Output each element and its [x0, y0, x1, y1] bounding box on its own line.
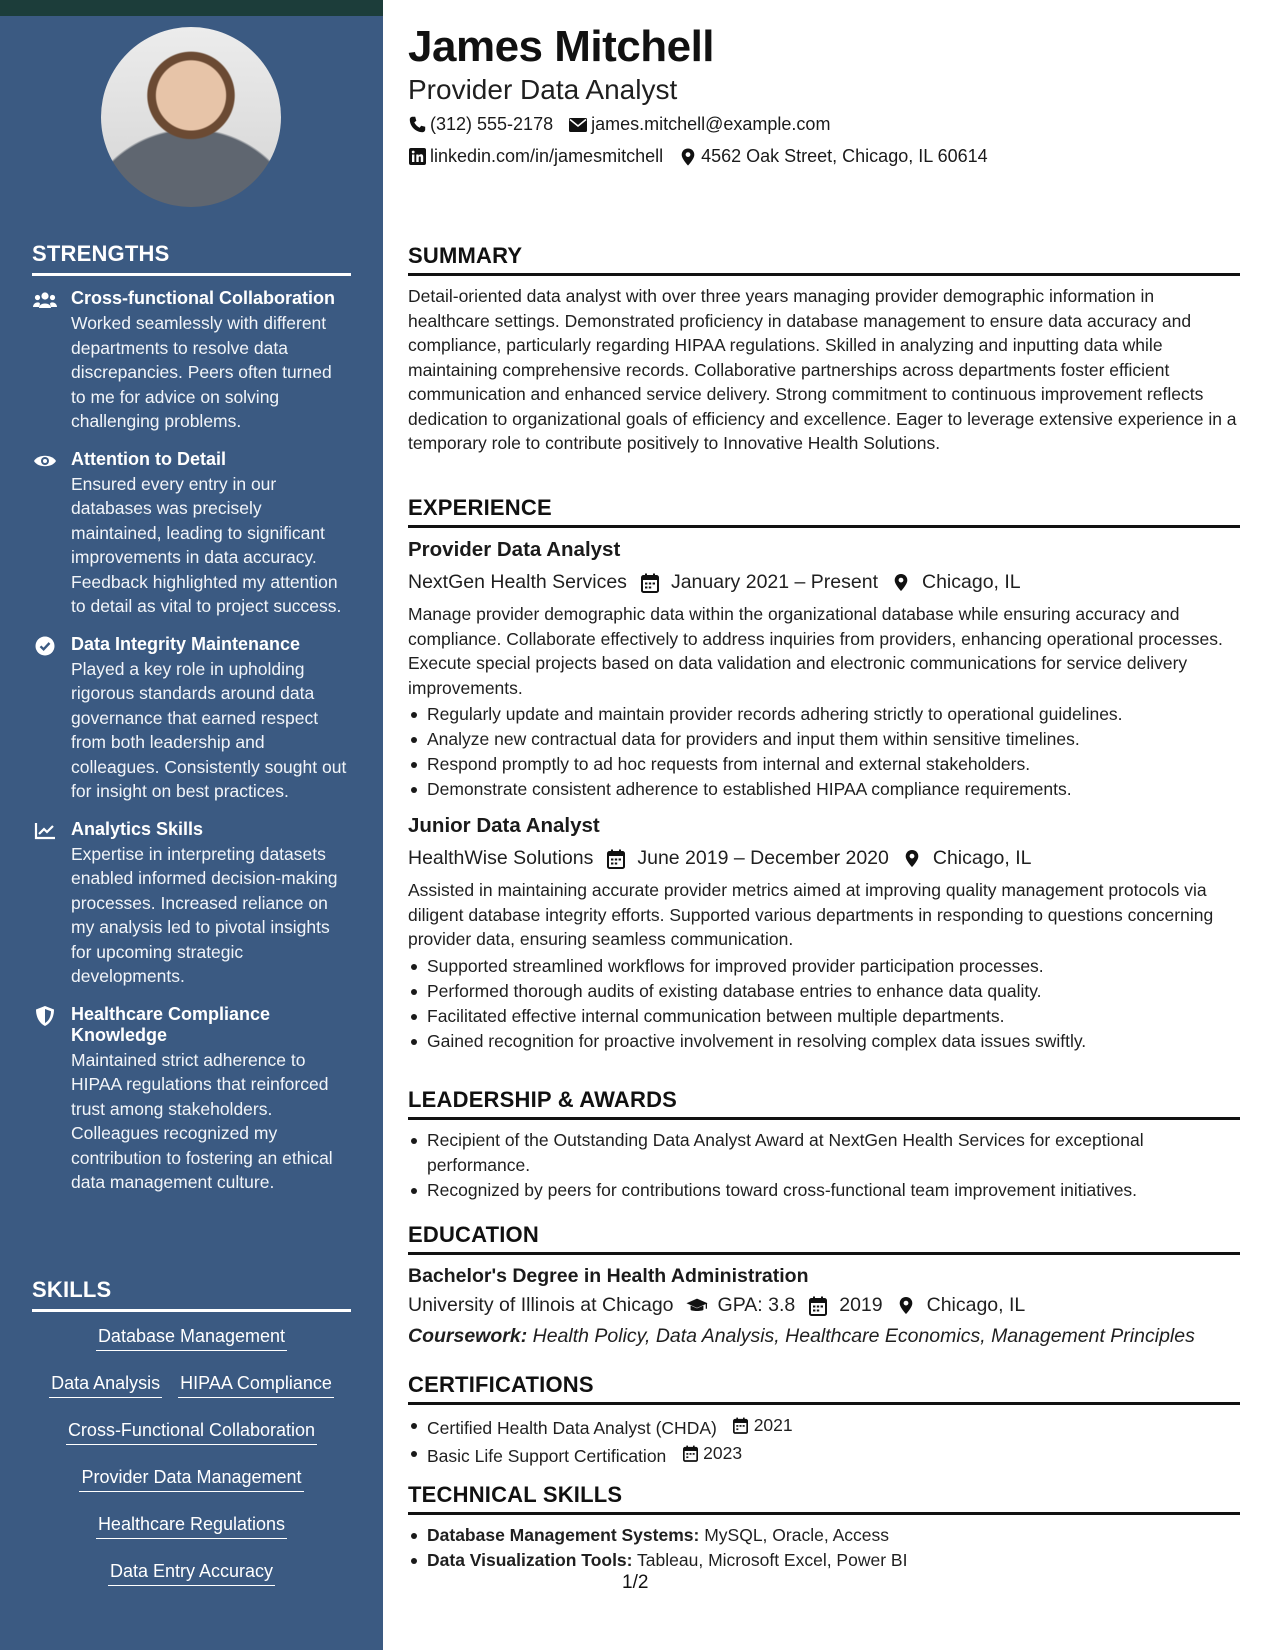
summary-section — [408, 243, 1240, 456]
list-item: Gained recognition for proactive involvement in resolving complex data issues swiftly. — [408, 1029, 1240, 1054]
leadership-bullets — [408, 1128, 1240, 1203]
calendar-icon — [681, 1445, 699, 1463]
job-entry — [408, 814, 1240, 1054]
list-item: Demonstrate consistent adherence to established HIPAA compliance requirements. — [408, 777, 1240, 802]
strength-item — [32, 449, 351, 619]
certifications-section — [408, 1372, 1240, 1469]
education-degree: Bachelor's Degree in Health Administration — [408, 1265, 809, 1287]
education-section — [408, 1222, 1240, 1348]
experience-section — [408, 495, 1240, 1054]
list-item: Regularly update and maintain provider records adhering strictly to operational guidelines. — [408, 702, 1240, 727]
list-item — [408, 1523, 1240, 1548]
experience-heading: EXPERIENCE — [408, 495, 1240, 528]
contact-row — [408, 114, 846, 135]
strength-item — [32, 288, 351, 434]
phone-text: (312) 555-2178 — [430, 114, 554, 134]
cert-year-group — [681, 1441, 742, 1466]
map-pin-icon — [679, 148, 697, 166]
job-location: Chicago, IL — [932, 847, 1032, 869]
job-company: HealthWise Solutions — [408, 847, 594, 869]
education-location: Chicago, IL — [926, 1294, 1026, 1316]
skill-tag: HIPAA Compliance — [178, 1371, 334, 1398]
list-item: Recognized by peers for contributions toward cross-functional team improvement initiatives. — [408, 1178, 1240, 1203]
strengths-section — [32, 241, 351, 1195]
list-item: Performed thorough audits of existing database entries to enhance data quality. — [408, 979, 1240, 1004]
technical-skills-heading: TECHNICAL SKILLS — [408, 1482, 1240, 1515]
strength-item — [32, 1004, 351, 1195]
summary-heading: SUMMARY — [408, 243, 1240, 276]
calendar-icon — [807, 1295, 829, 1317]
cert-year-group — [732, 1413, 793, 1438]
job-meta — [408, 847, 1240, 870]
linkedin-contact[interactable] — [408, 146, 663, 167]
list-item — [408, 1441, 1240, 1469]
strength-desc: Ensured every entry in our databases was precisely maintained, leading to significant improvements in data accuracy. Feedback highlighted my attention to detail as vital to project success. — [71, 473, 342, 616]
job-dates: January 2021 – Present — [670, 571, 878, 593]
certifications-list — [408, 1413, 1240, 1469]
technical-skills-list — [408, 1523, 1240, 1573]
strength-title: Cross-functional Collaboration — [71, 288, 336, 308]
list-item: Supported streamlined workflows for improved provider participation processes. — [408, 954, 1240, 979]
email-text: james.mitchell@example.com — [591, 114, 831, 134]
strength-title: Attention to Detail — [71, 448, 226, 469]
strength-title: Healthcare Compliance Knowledge — [71, 1003, 271, 1045]
calendar-icon — [732, 1417, 750, 1435]
skills-list — [32, 1324, 351, 1586]
cert-name: Certified Health Data Analyst (CHDA) — [427, 1418, 717, 1438]
education-school: University of Illinois at Chicago — [408, 1294, 674, 1316]
linkedin-text: linkedin.com/in/jamesmitchell — [430, 146, 664, 166]
avatar — [101, 27, 281, 207]
skill-tag: Provider Data Management — [79, 1465, 303, 1492]
skill-tag: Cross-Functional Collaboration — [66, 1418, 317, 1445]
calendar-icon — [639, 572, 661, 594]
list-item — [408, 1548, 1240, 1573]
strength-item — [32, 819, 351, 989]
strength-desc: Expertise in interpreting datasets enabled informed decision-making processes. Increased reliance on my analysis led to pivotal insights for upcoming strategic developments. — [71, 843, 338, 986]
skill-tag: Data Entry Accuracy — [108, 1559, 275, 1586]
job-dates: June 2019 – December 2020 — [637, 847, 889, 869]
chart-line-icon — [32, 821, 58, 841]
contact-row-2 — [408, 146, 1004, 167]
tech-skill-value: Tableau, Microsoft Excel, Power BI — [637, 1550, 908, 1570]
map-pin-icon — [901, 848, 923, 870]
education-year: 2019 — [839, 1294, 883, 1316]
cert-name: Basic Life Support Certification — [427, 1446, 667, 1466]
eye-icon — [32, 451, 58, 471]
strengths-heading: STRENGTHS — [32, 241, 351, 276]
job-meta — [408, 571, 1240, 594]
shield-icon — [32, 1006, 58, 1026]
summary-text: Detail-oriented data analyst with over three years managing provider demographic information in healthcare settings. Demonstrated proficiency in database management to ensure data accuracy and compliance, particularly regarding HIPAA regulations. Skilled in analyzing and inputting data while maintaining comprehensive records. Collaborative partnerships across departments foster efficient communication and enhanced service delivery. Strong commitment to continuous improvement reflects dedication to organizational goals of efficiency and excellence. Eager to leverage extensive experience in a temporary role to contribute positively to Innovative Health Solutions. — [408, 286, 1237, 453]
cert-year: 2021 — [753, 1415, 793, 1435]
page-number: 1/2 — [622, 1572, 649, 1593]
job-location: Chicago, IL — [922, 571, 1021, 593]
skill-tag: Healthcare Regulations — [96, 1512, 287, 1539]
coursework-text: Health Policy, Data Analysis, Healthcare Economics, Management Principles — [532, 1325, 1195, 1347]
skills-section — [32, 1277, 351, 1586]
leadership-heading: LEADERSHIP & AWARDS — [408, 1087, 1240, 1120]
coursework-line — [408, 1325, 1240, 1348]
certifications-heading: CERTIFICATIONS — [408, 1372, 1240, 1405]
graduation-cap-icon — [686, 1295, 708, 1317]
strength-desc: Maintained strict adherence to HIPAA regulations that reinforced trust among stakeholders. Colleagues recognized my contribution to fostering an ethical data management culture. — [71, 1049, 333, 1192]
job-bullets — [408, 954, 1240, 1054]
list-item: Facilitated effective internal communication between multiple departments. — [408, 1004, 1240, 1029]
strength-desc: Worked seamlessly with different departments to resolve data discrepancies. Peers often turned to me for advice on solving challenging problems. — [71, 313, 332, 431]
strength-item — [32, 634, 351, 804]
education-gpa: GPA: 3.8 — [717, 1294, 796, 1316]
skill-tag: Data Analysis — [49, 1371, 162, 1398]
tech-skill-value: MySQL, Oracle, Access — [704, 1525, 889, 1545]
strength-title: Data Integrity Maintenance — [71, 633, 301, 654]
education-heading: EDUCATION — [408, 1222, 1240, 1255]
address-contact — [679, 146, 988, 167]
tech-skill-label: Data Visualization Tools: — [427, 1550, 633, 1570]
email-contact[interactable] — [569, 114, 830, 135]
skill-tag: Database Management — [96, 1324, 287, 1351]
phone-icon — [408, 116, 426, 134]
check-circle-icon — [32, 636, 58, 656]
education-meta — [408, 1294, 1240, 1317]
users-icon — [32, 290, 58, 310]
candidate-name: James Mitchell — [408, 22, 715, 71]
strength-title: Analytics Skills — [71, 818, 204, 839]
calendar-icon — [605, 848, 627, 870]
map-pin-icon — [890, 572, 912, 594]
list-item: Respond promptly to ad hoc requests from internal and external stakeholders. — [408, 752, 1240, 777]
leadership-section — [408, 1087, 1240, 1203]
job-company: NextGen Health Services — [408, 571, 627, 593]
list-item: Analyze new contractual data for providers and input them within sensitive timelines. — [408, 727, 1240, 752]
envelope-icon — [569, 116, 587, 134]
technical-skills-section — [408, 1482, 1240, 1573]
address-text: 4562 Oak Street, Chicago, IL 60614 — [701, 146, 988, 166]
candidate-role: Provider Data Analyst — [408, 74, 678, 105]
job-title: Junior Data Analyst — [408, 814, 600, 837]
cert-year: 2023 — [703, 1443, 743, 1463]
job-entry — [408, 538, 1240, 802]
job-title: Provider Data Analyst — [408, 538, 621, 561]
list-item — [408, 1413, 1240, 1441]
linkedin-icon — [408, 148, 426, 166]
strength-desc: Played a key role in upholding rigorous standards around data governance that earned respect from both leadership and colleagues. Consistently sought out for insight on best practices. — [71, 658, 347, 801]
job-description: Assisted in maintaining accurate provider metrics aimed at improving quality management protocols via diligent database integrity efforts. Supported various departments in responding to questions concerning provider data, ensuring seamless communication. — [408, 880, 1214, 949]
sidebar — [0, 0, 383, 1650]
list-item: Recipient of the Outstanding Data Analyst Award at NextGen Health Services for exceptional performance. — [408, 1128, 1240, 1178]
coursework-label: Coursework: — [408, 1325, 528, 1347]
map-pin-icon — [895, 1295, 917, 1317]
job-description: Manage provider demographic data within the organizational database while ensuring accuracy and compliance. Collaborate effectively to address inquiries from providers, enhancing operational processes. Execute special projects based on data validation and electronic communications for service delivery improvements. — [408, 604, 1223, 698]
phone-contact[interactable] — [408, 114, 553, 135]
sidebar-top-band — [0, 0, 383, 16]
tech-skill-label: Database Management Systems: — [427, 1525, 700, 1545]
job-bullets — [408, 702, 1240, 802]
skills-heading: SKILLS — [32, 1277, 351, 1312]
